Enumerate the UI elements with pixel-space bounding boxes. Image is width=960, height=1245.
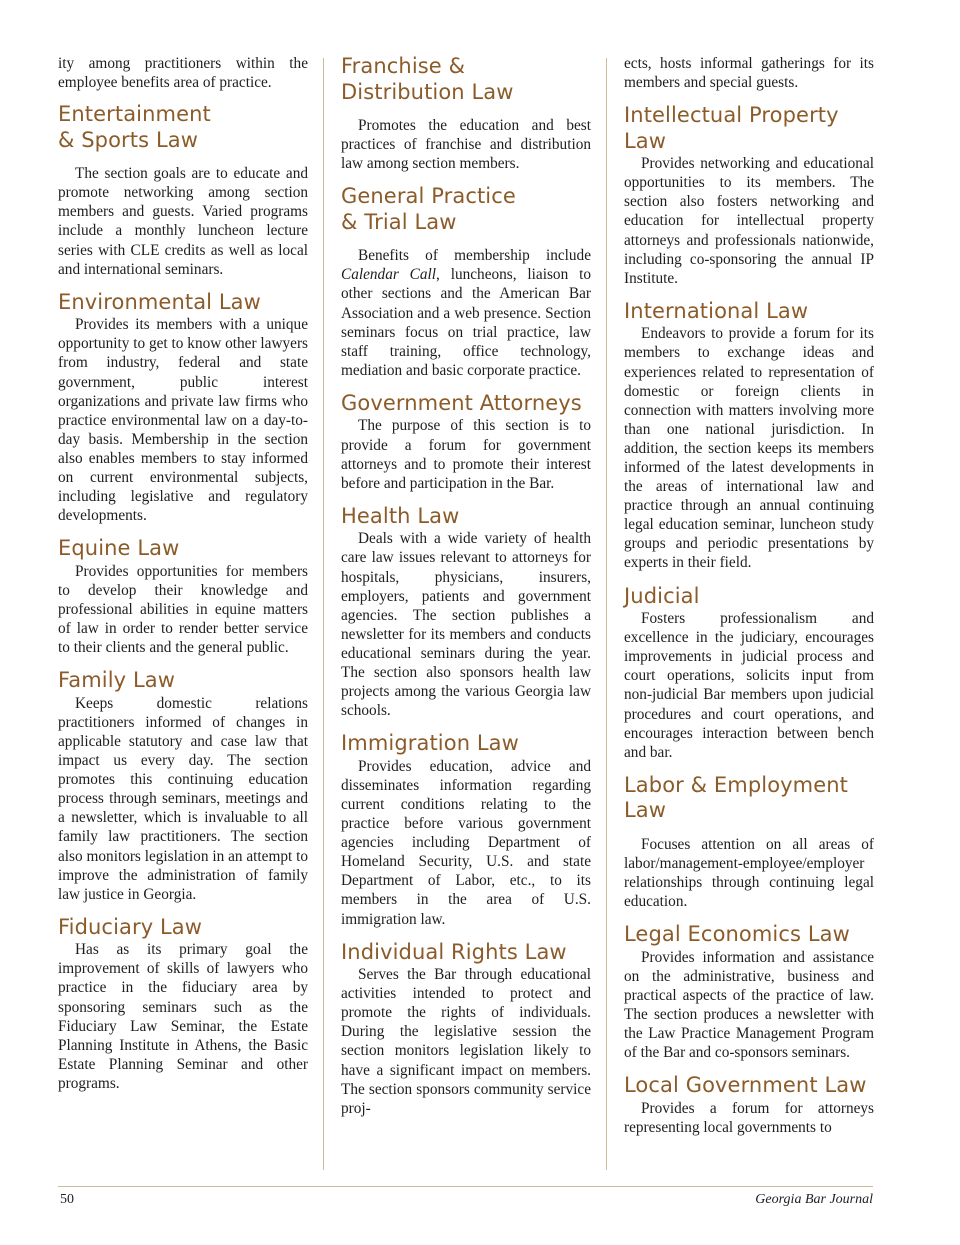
heading-immigration-law: Immigration Law (341, 731, 519, 756)
heading-legal-economics-law: Legal Economics Law (624, 922, 850, 947)
heading-fiduciary-law: Fiduciary Law (58, 914, 203, 939)
heading-line: Distribution Law (341, 79, 514, 104)
heading-intellectual-property-law: Intellectual Property Law (624, 103, 839, 153)
government-attorneys-text: The purpose of this section is to provide a forum for government attorneys and to promote their interest before and participation in the Bar. (341, 417, 591, 492)
journal-title: Georgia Bar Journal (755, 1192, 873, 1207)
heading-family-law: Family Law (58, 668, 175, 693)
local-government-law-text: Provides a forum for attorneys representing local governments to (624, 1099, 874, 1136)
heading-labor-employment-law (624, 773, 874, 824)
heading-line: Labor & Employment (624, 772, 848, 797)
heading-line: Franchise & (341, 54, 466, 78)
entertainment-sports-law-text: The section goals are to educate and promote networking among section members and guests. Varied programs include a monthly luncheon lecture series with CLE credits as well as local and international seminars. (58, 165, 308, 278)
heading-line: General Practice (341, 184, 516, 209)
text-run: Benefits of membership include (358, 247, 591, 265)
col1-lead-text: ity among practitioners within the employee benefits area of practice. (58, 55, 308, 92)
international-law-text: Endeavors to provide a forum for its members to exchange ideas and experiences related to representation of domestic or foreign clients in connection with matters involving more than one national jurisdiction. In addition, the section keeps its members informed of the latest developments in the areas of international law and practice through an annual continuing legal education seminar, luncheon study groups and periodic presentations by experts in their field. (624, 325, 874, 572)
immigration-law-text: Provides education, advice and disseminates information regarding current conditions relating to the practice before various government agencies including Department of Homeland Security, U.S. and state Department of Labor, etc., to its members in the area of U.S. immigration law. (341, 757, 591, 928)
column-divider (323, 58, 324, 1170)
health-law-text: Deals with a wide variety of health care law issues relevant to attorneys for hospitals, physicians, insurers, employers, patients and government agencies. The section publishes a newsletter for its members and conducts educational seminars during the year. The section also sponsors health law projects among the various Georgia law schools. (341, 530, 591, 720)
heading-entertainment-sports-law (58, 102, 308, 153)
column-divider (606, 58, 607, 1170)
heading-judicial: Judicial (624, 583, 700, 608)
column-2 (341, 54, 591, 1118)
intellectual-property-law-text: Provides networking and educational opportunities to its members. The section also fosters networking and education for intellectual property attorneys and professionals nationwide, including co-sponsoring the annual IP Institute. (624, 155, 874, 287)
heading-health-law: Health Law (341, 503, 460, 528)
judicial-text: Fosters professionalism and excellence in the judiciary, encourages improvements in judicial process and court operations, solicits input from non-judicial Bar members upon judicial procedures and court operations, and encourages interaction between bench and bar. (624, 610, 874, 761)
heading-line: & Sports Law (58, 127, 198, 152)
col3-lead-text: ects, hosts informal gatherings for its members and special guests. (624, 55, 874, 92)
heading-general-practice-trial-law (341, 184, 591, 235)
general-practice-trial-law-text (341, 246, 591, 380)
heading-environmental-law: Environmental Law (58, 289, 261, 314)
page-number: 50 (60, 1192, 74, 1207)
heading-government-attorneys: Government Attorneys (341, 390, 582, 415)
column-1 (58, 54, 308, 1093)
equine-law-text: Provides opportunities for members to develop their knowledge and professional abilities in equine matters of law in order to render better service to their clients and the general public. (58, 562, 308, 657)
calendar-call-title: Calendar Call (341, 266, 437, 284)
heading-equine-law: Equine Law (58, 536, 180, 561)
heading-franchise-distribution-law (341, 54, 591, 105)
footer-rule (58, 1186, 873, 1187)
heading-line: Entertainment (58, 102, 211, 127)
franchise-distribution-law-text: Promotes the education and best practices of franchise and distribution law among section members. (341, 117, 591, 173)
column-3 (624, 54, 874, 1137)
individual-rights-law-text: Serves the Bar through educational activities intended to protect and promote the rights of individuals. During the legislative session the section monitors legislation likely to have a significant impact on members. The section sponsors community service proj- (341, 966, 591, 1117)
fiduciary-law-text: Has as its primary goal the improvement of skills of lawyers who practice in the fiduciary area by sponsoring seminars such as the Fiduciary Law Seminar, the Estate Planning Institute in Athens, the Basic Estate Planning Seminar and other programs. (58, 941, 308, 1092)
family-law-text: Keeps domestic relations practitioners informed of changes in applicable statutory and case law that impact us every day. The section promotes this continuing education process through seminars, meetings and a newsletter, which is invaluable to all family law practitioners. The section also monitors legislation in an attempt to improve the administration of family law justice in Georgia. (58, 694, 308, 903)
heading-line: Law (624, 798, 667, 823)
environmental-law-text: Provides its members with a unique opportunity to get to know other lawyers from industry, federal and state government, public interest organizations and private law firms who practice environmental law on a day-to-day basis. Membership in the section also enables members to stay informed on current environmental subjects, including legislative and regulatory developments. (58, 316, 308, 525)
heading-local-government-law: Local Government Law (624, 1073, 867, 1098)
heading-line: & Trial Law (341, 209, 457, 234)
text-run: , luncheons, liaison to other sections and the American Bar Association and a web presence. Section seminars focus on trial practice, law staff training, office technology, mediation and basic corporate practice. (341, 266, 591, 379)
legal-economics-law-text: Provides information and assistance on the administrative, business and practical aspects of the practice of law. The section produces a newsletter with the Law Practice Management Program of the Bar and co-sponsors seminars. (624, 948, 874, 1062)
heading-international-law: International Law (624, 298, 809, 323)
labor-employment-law-text: Focuses attention on all areas of labor/management-employee/employer relationships through continuing legal education. (624, 835, 874, 911)
heading-individual-rights-law: Individual Rights Law (341, 939, 567, 964)
